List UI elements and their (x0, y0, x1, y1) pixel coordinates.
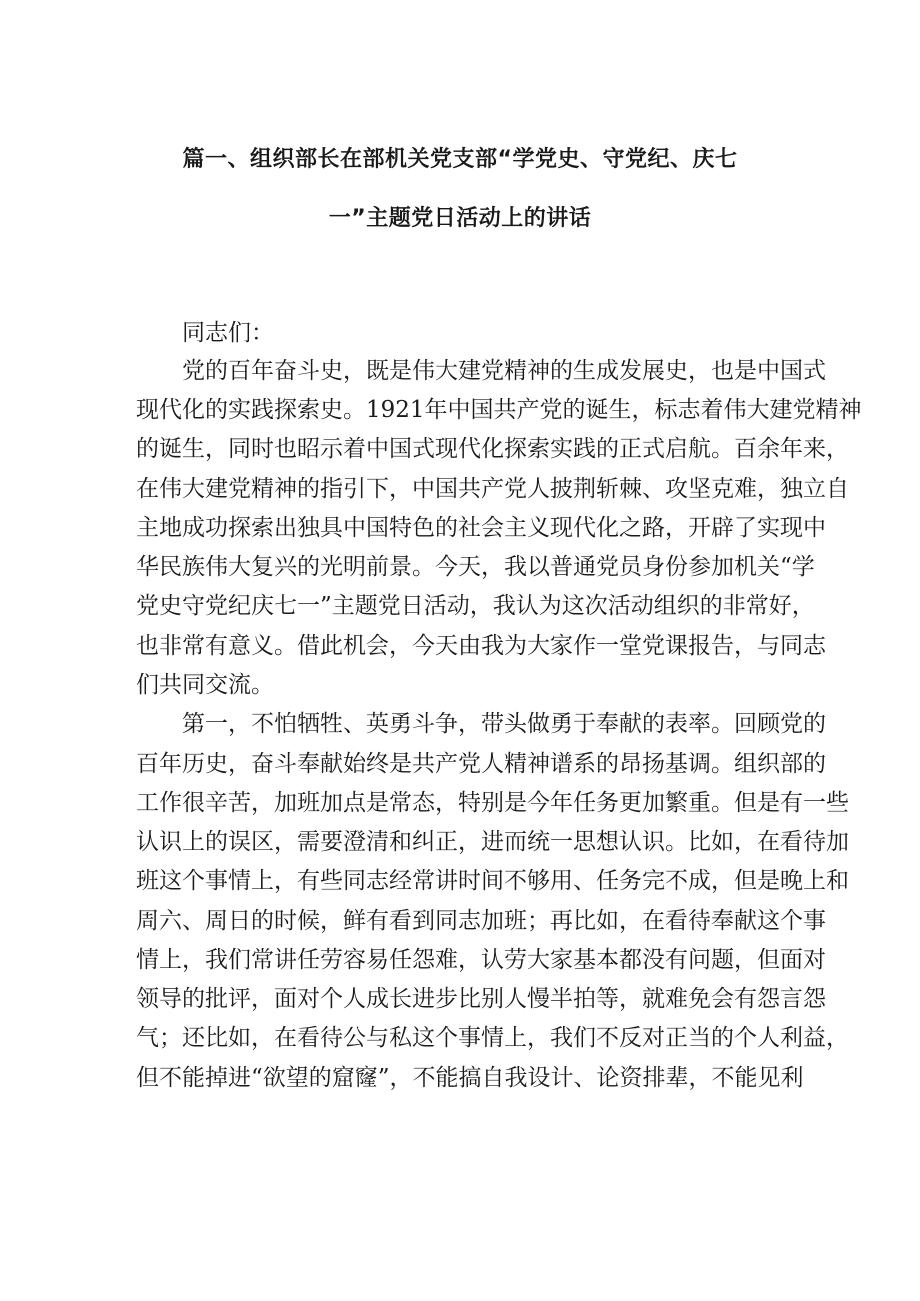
paragraph-1-line-8: 也非常有意义。借此机会，今天由我为大家作一堂党课报告，与同志 (136, 633, 826, 659)
paragraph-2-line-6: 周六、周日的时候，鲜有看到同志加班；再比如，在看待奉献这个事 (136, 908, 826, 934)
paragraph-1-line-7: 党史守党纪庆七一”主题党日活动，我认为这次活动组织的非常好， (136, 593, 815, 619)
paragraph-1-line-5: 主地成功探索出独具中国特色的社会主义现代化之路，开辟了实现中 (136, 515, 826, 541)
paragraph-1-line-3: 的诞生，同时也昭示着中国式现代化探索实践的正式启航。百余年来， (136, 436, 849, 462)
paragraph-1-line-6: 华民族伟大复兴的光明前景。今天，我以普通党员身份参加机关“学 (136, 554, 815, 580)
paragraph-1-line-1: 党的百年奋斗史，既是伟大建党精神的生成发展史，也是中国式 (182, 358, 826, 384)
document-title-line-2: 一”主题党日活动上的讲话 (328, 206, 592, 231)
paragraph-2-line-5: 班这个事情上，有些同志经常讲时间不够用、任务完不成，但是晚上和 (136, 868, 849, 894)
paragraph-2-line-7: 情上，我们常讲任劳容易任怨难，认劳大家基本都没有问题，但面对 (136, 947, 826, 973)
paragraph-1-line-9: 们共同交流。 (136, 672, 274, 698)
paragraph-2-line-9: 气；还比如，在看待公与私这个事情上，我们不反对正当的个人利益， (136, 1025, 849, 1051)
paragraph-2-line-8: 领导的批评，面对个人成长进步比别人慢半拍等，就难免会有怨言怨 (136, 986, 826, 1012)
salutation: 同志们： (182, 320, 274, 346)
paragraph-1-line-2: 现代化的实践探索史。1921年中国共产党的诞生，标志着伟大建党精神 (136, 397, 862, 423)
paragraph-2-line-2: 百年历史，奋斗奉献始终是共产党人精神谱系的昂扬基调。组织部的 (136, 751, 826, 777)
document-title-line-1: 篇一、组织部长在部机关党支部“学党史、守党纪、庆七 (182, 147, 738, 172)
paragraph-1-line-4: 在伟大建党精神的指引下，中国共产党人披荆斩棘、攻坚克难，独立自 (136, 476, 849, 502)
paragraph-2-line-3: 工作很辛苦，加班加点是常态，特别是今年任务更加繁重。但是有一些 (136, 790, 849, 816)
paragraph-2-line-4: 认识上的误区，需要澄清和纠正，进而统一思想认识。比如，在看待加 (136, 829, 849, 855)
paragraph-2-line-1: 第一，不怕牺牲、英勇斗争，带头做勇于奉献的表率。回顾党的 (182, 711, 826, 737)
paragraph-2-line-10: 但不能掉进“欲望的窟窿”，不能搞自我设计、论资排辈，不能见利 (136, 1065, 804, 1091)
